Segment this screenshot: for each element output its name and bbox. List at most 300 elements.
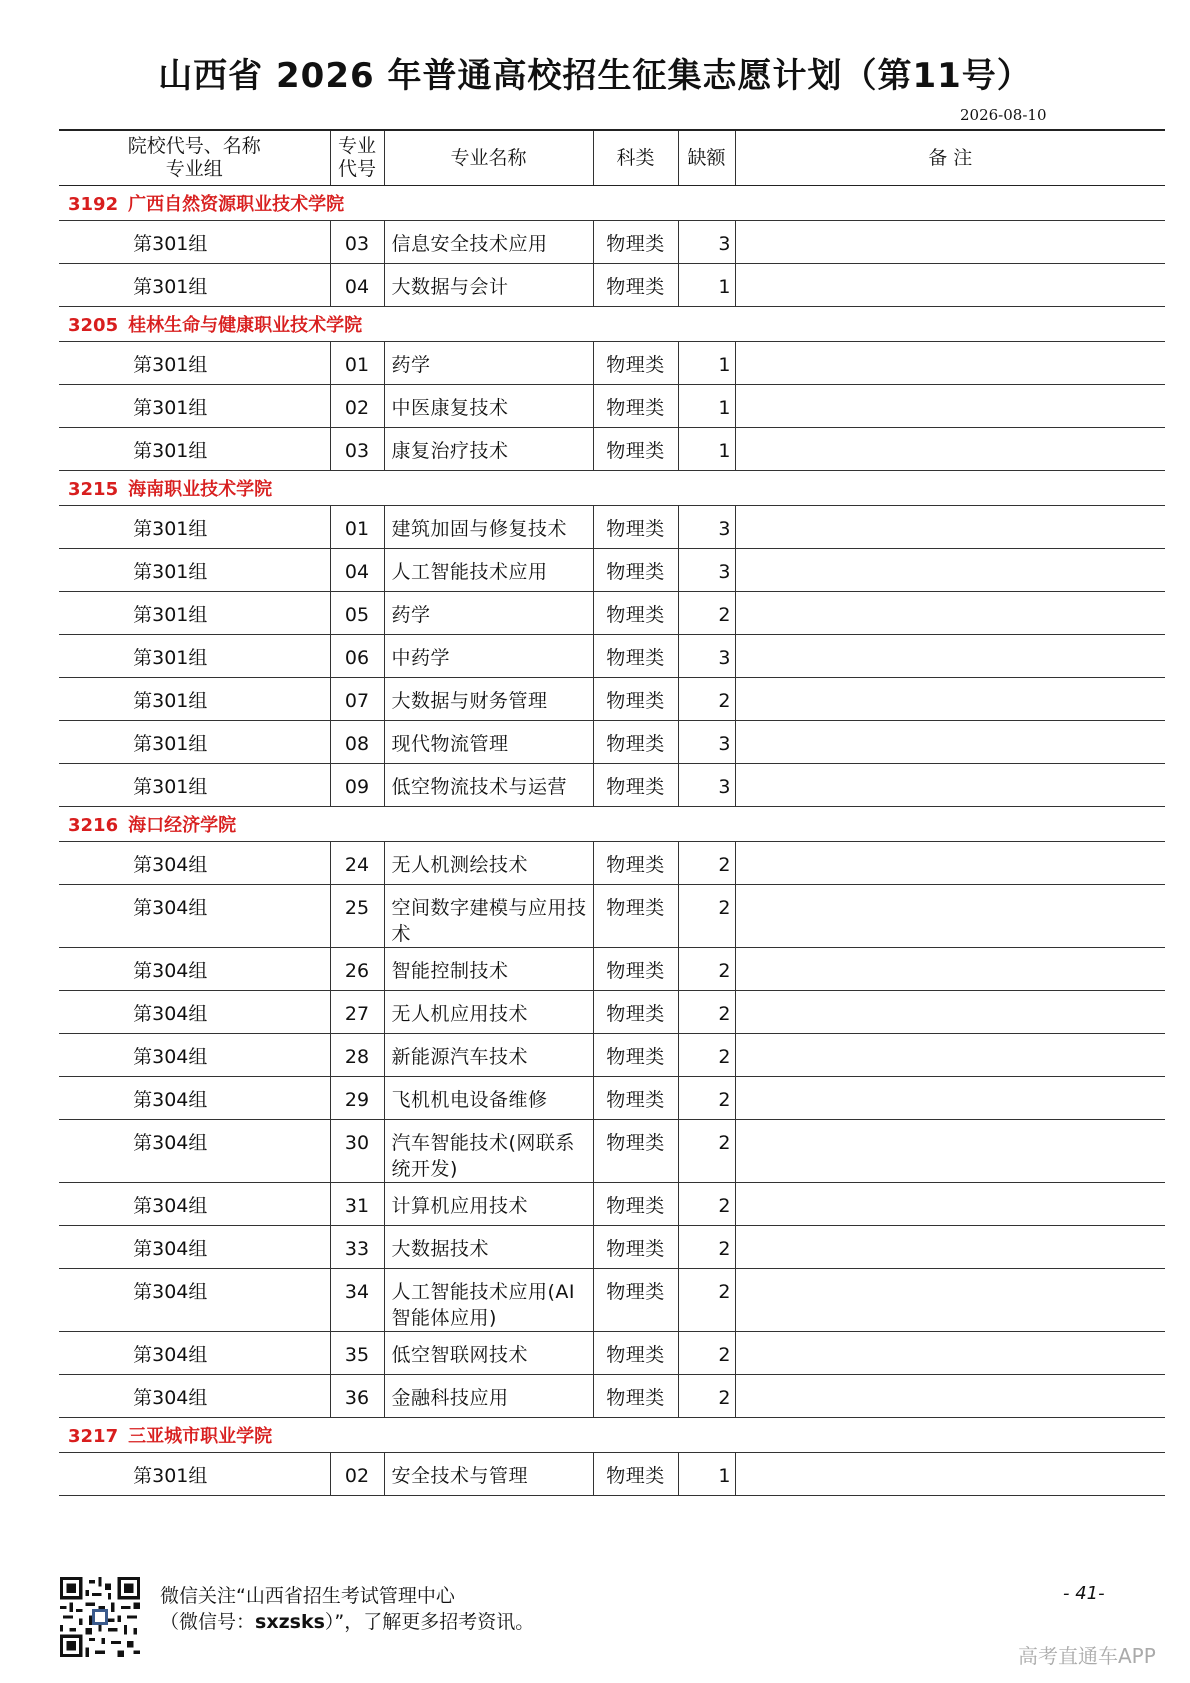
vacancy-cell-text: 2	[718, 854, 731, 876]
vacancy-cell	[678, 1269, 735, 1332]
remarks-cell	[735, 678, 1165, 721]
major-name-cell-text: 康复治疗技术	[391, 440, 509, 462]
vacancy-cell-text: 2	[718, 604, 731, 626]
remarks-cell	[735, 635, 1165, 678]
group-cell	[59, 635, 330, 678]
group-cell	[59, 549, 330, 592]
vacancy-cell-text: 2	[718, 1281, 731, 1303]
major-code-cell-text: 25	[344, 897, 370, 919]
institution-header	[59, 186, 1165, 221]
major-name-cell	[384, 842, 593, 885]
major-code-cell	[330, 1269, 384, 1332]
subject-type-cell-text: 物理类	[606, 604, 665, 626]
vacancy-cell	[678, 549, 735, 592]
remarks-cell-text	[736, 1375, 1166, 1385]
institution-name: 海口经济学院	[128, 815, 237, 836]
major-name-cell	[384, 1375, 593, 1418]
major-name-cell-text: 智能控制技术	[391, 960, 509, 982]
major-code-cell	[330, 764, 384, 807]
major-name-cell-text: 中药学	[391, 647, 451, 669]
group-cell	[59, 1034, 330, 1077]
major-code-cell	[330, 991, 384, 1034]
major-code-cell	[330, 1226, 384, 1269]
major-name-cell-text: 人工智能技术应用(AI智能体应用)	[391, 1281, 576, 1329]
table-row	[59, 549, 1165, 592]
major-code-cell	[330, 264, 384, 307]
vacancy-cell-text: 3	[718, 233, 731, 255]
group-cell-text: 第304组	[133, 1387, 208, 1409]
vacancy-cell	[678, 1226, 735, 1269]
major-code-cell	[330, 1183, 384, 1226]
major-name-cell	[384, 342, 593, 385]
group-cell-text: 第304组	[133, 1281, 208, 1303]
header-institution-group	[59, 130, 330, 186]
header-institution-label: 院校代号、名称	[127, 135, 261, 157]
major-name-cell-text: 低空物流技术与运营	[391, 776, 568, 798]
major-code-cell-text: 28	[344, 1046, 370, 1068]
group-cell	[59, 842, 330, 885]
vacancy-cell	[678, 764, 735, 807]
major-name-cell-text: 飞机机电设备维修	[391, 1089, 548, 1111]
table-row	[59, 385, 1165, 428]
major-name-cell	[384, 991, 593, 1034]
subject-type-cell	[593, 506, 678, 549]
footer-line1: 微信关注“山西省招生考试管理中心	[160, 1585, 455, 1607]
footer-wechat-notice	[160, 1583, 534, 1635]
major-name-cell-text: 新能源汽车技术	[391, 1046, 529, 1068]
vacancy-cell-text: 2	[718, 897, 731, 919]
group-cell	[59, 1120, 330, 1183]
major-code-cell	[330, 1375, 384, 1418]
institution-name: 广西自然资源职业技术学院	[128, 194, 345, 215]
table-row	[59, 1120, 1165, 1183]
page-number: - 41-	[1063, 1583, 1105, 1604]
vacancy-cell	[678, 342, 735, 385]
group-cell	[59, 1332, 330, 1375]
header-group-label: 专业组	[165, 158, 223, 180]
table-row	[59, 678, 1165, 721]
remarks-cell-text	[736, 991, 1166, 1001]
remarks-cell-text	[736, 948, 1166, 958]
major-name-cell	[384, 948, 593, 991]
major-code-cell	[330, 592, 384, 635]
major-code-cell-text: 05	[344, 604, 370, 626]
remarks-cell	[735, 549, 1165, 592]
subject-type-cell	[593, 1269, 678, 1332]
vacancy-cell	[678, 885, 735, 948]
major-name-cell	[384, 221, 593, 264]
subject-type-cell	[593, 549, 678, 592]
group-cell	[59, 764, 330, 807]
document-date: 2026-08-10	[960, 106, 1047, 124]
subject-type-cell	[593, 1120, 678, 1183]
major-name-cell-text: 大数据与财务管理	[391, 690, 548, 712]
remarks-cell-text	[736, 1453, 1166, 1463]
institution-code: 3217	[68, 1426, 119, 1447]
subject-type-cell-text: 物理类	[606, 1089, 665, 1111]
group-cell-text: 第304组	[133, 1089, 208, 1111]
subject-type-cell	[593, 991, 678, 1034]
vacancy-cell-text: 1	[718, 354, 731, 376]
major-code-cell-text: 24	[344, 854, 370, 876]
subject-type-cell	[593, 635, 678, 678]
group-cell-text: 第304组	[133, 1003, 208, 1025]
vacancy-cell	[678, 1034, 735, 1077]
table-row	[59, 264, 1165, 307]
group-cell	[59, 506, 330, 549]
major-code-cell	[330, 1034, 384, 1077]
header-subject-type: 科类	[593, 130, 678, 186]
table-row	[59, 991, 1165, 1034]
subject-type-cell	[593, 1034, 678, 1077]
vacancy-cell-text: 1	[718, 276, 731, 298]
subject-type-cell-text: 物理类	[606, 854, 665, 876]
vacancy-cell	[678, 385, 735, 428]
qr-code-icon	[60, 1577, 140, 1657]
group-cell	[59, 428, 330, 471]
major-code-cell-text: 36	[344, 1387, 370, 1409]
subject-type-cell	[593, 221, 678, 264]
major-code-cell-text: 29	[344, 1089, 370, 1111]
group-cell-text: 第301组	[133, 397, 208, 419]
table-row	[59, 635, 1165, 678]
subject-type-cell	[593, 385, 678, 428]
institution-header	[59, 807, 1165, 842]
remarks-cell-text	[736, 1077, 1166, 1087]
group-cell-text: 第301组	[133, 561, 208, 583]
vacancy-cell	[678, 1077, 735, 1120]
table-row	[59, 764, 1165, 807]
remarks-cell	[735, 506, 1165, 549]
plan-table	[59, 129, 1165, 1496]
table-row	[59, 1226, 1165, 1269]
group-cell	[59, 1375, 330, 1418]
remarks-cell-text	[736, 549, 1166, 559]
major-name-cell-text: 中医康复技术	[391, 397, 509, 419]
document-title: 山西省 2026 年普通高校招生征集志愿计划（第11号）	[158, 56, 1032, 96]
remarks-cell	[735, 721, 1165, 764]
group-cell	[59, 1077, 330, 1120]
remarks-cell-text	[736, 385, 1166, 395]
subject-type-cell-text: 物理类	[606, 776, 665, 798]
subject-type-cell	[593, 1332, 678, 1375]
remarks-cell-text	[736, 721, 1166, 731]
subject-type-cell-text: 物理类	[606, 1003, 665, 1025]
group-cell-text: 第301组	[133, 276, 208, 298]
remarks-cell	[735, 221, 1165, 264]
group-cell	[59, 991, 330, 1034]
subject-type-cell	[593, 428, 678, 471]
group-cell-text: 第304组	[133, 897, 208, 919]
major-name-cell-text: 安全技术与管理	[391, 1465, 529, 1487]
subject-type-cell-text: 物理类	[606, 647, 665, 669]
major-name-cell-text: 信息安全技术应用	[391, 233, 548, 255]
major-name-cell-text: 大数据与会计	[391, 276, 509, 298]
subject-type-cell-text: 物理类	[606, 561, 665, 583]
vacancy-cell	[678, 592, 735, 635]
subject-type-cell	[593, 1226, 678, 1269]
major-code-cell-text: 04	[344, 561, 370, 583]
institution-row	[59, 186, 1165, 221]
major-name-cell	[384, 264, 593, 307]
subject-type-cell-text: 物理类	[606, 518, 665, 540]
major-code-cell	[330, 948, 384, 991]
vacancy-cell	[678, 721, 735, 764]
remarks-cell-text	[736, 506, 1166, 516]
remarks-cell	[735, 948, 1165, 991]
subject-type-cell-text: 物理类	[606, 690, 665, 712]
vacancy-cell-text: 2	[718, 1344, 731, 1366]
group-cell	[59, 264, 330, 307]
group-cell-text: 第304组	[133, 1238, 208, 1260]
subject-type-cell-text: 物理类	[606, 1132, 665, 1154]
subject-type-cell-text: 物理类	[606, 897, 665, 919]
table-row	[59, 885, 1165, 948]
header-major-name: 专业名称	[384, 130, 593, 186]
major-code-cell-text: 35	[344, 1344, 370, 1366]
vacancy-cell	[678, 1183, 735, 1226]
group-cell-text: 第304组	[133, 1344, 208, 1366]
vacancy-cell	[678, 506, 735, 549]
table-row	[59, 1269, 1165, 1332]
vacancy-cell-text: 1	[718, 1465, 731, 1487]
major-code-cell-text: 04	[344, 276, 370, 298]
major-name-cell-text: 药学	[391, 604, 431, 626]
remarks-cell-text	[736, 1120, 1166, 1130]
major-name-cell	[384, 549, 593, 592]
major-name-cell-text: 大数据技术	[391, 1238, 490, 1260]
major-name-cell	[384, 592, 593, 635]
table-row	[59, 342, 1165, 385]
subject-type-cell	[593, 721, 678, 764]
major-code-cell-text: 01	[344, 518, 370, 540]
table-row	[59, 948, 1165, 991]
subject-type-cell	[593, 1183, 678, 1226]
major-code-cell-text: 07	[344, 690, 370, 712]
vacancy-cell	[678, 264, 735, 307]
table-row	[59, 1332, 1165, 1375]
subject-type-cell	[593, 842, 678, 885]
footer-line2-prefix: （微信号：	[160, 1611, 256, 1633]
vacancy-cell	[678, 842, 735, 885]
header-major-code-line1: 专业	[337, 135, 376, 157]
major-name-cell-text: 现代物流管理	[391, 733, 509, 755]
remarks-cell-text	[736, 678, 1166, 688]
major-code-cell-text: 31	[344, 1195, 370, 1217]
major-code-cell	[330, 549, 384, 592]
subject-type-cell	[593, 264, 678, 307]
institution-name: 三亚城市职业学院	[128, 1426, 273, 1447]
major-name-cell	[384, 1034, 593, 1077]
subject-type-cell	[593, 1077, 678, 1120]
remarks-cell-text	[736, 842, 1166, 852]
vacancy-cell-text: 2	[718, 690, 731, 712]
institution-code: 3215	[68, 479, 119, 500]
group-cell	[59, 342, 330, 385]
major-code-cell	[330, 428, 384, 471]
remarks-cell-text	[736, 428, 1166, 438]
vacancy-cell	[678, 1332, 735, 1375]
subject-type-cell-text: 物理类	[606, 354, 665, 376]
major-name-cell	[384, 721, 593, 764]
group-cell-text: 第301组	[133, 776, 208, 798]
group-cell-text: 第301组	[133, 690, 208, 712]
subject-type-cell	[593, 678, 678, 721]
subject-type-cell	[593, 592, 678, 635]
group-cell	[59, 678, 330, 721]
group-cell	[59, 1226, 330, 1269]
major-name-cell	[384, 1332, 593, 1375]
major-code-cell-text: 06	[344, 647, 370, 669]
remarks-cell-text	[736, 221, 1166, 231]
subject-type-cell-text: 物理类	[606, 1238, 665, 1260]
major-code-cell-text: 09	[344, 776, 370, 798]
subject-type-cell-text: 物理类	[606, 1195, 665, 1217]
remarks-cell	[735, 764, 1165, 807]
major-name-cell-text: 无人机测绘技术	[391, 854, 529, 876]
major-name-cell	[384, 764, 593, 807]
major-code-cell-text: 03	[344, 440, 370, 462]
vacancy-cell-text: 2	[718, 1089, 731, 1111]
group-cell	[59, 385, 330, 428]
group-cell	[59, 221, 330, 264]
header-major-code	[330, 130, 384, 186]
remarks-cell	[735, 342, 1165, 385]
subject-type-cell-text: 物理类	[606, 397, 665, 419]
group-cell	[59, 885, 330, 948]
table-header	[59, 130, 1165, 186]
table-row	[59, 1077, 1165, 1120]
table-row	[59, 1453, 1165, 1496]
major-code-cell	[330, 1332, 384, 1375]
header-vacancy: 缺额	[678, 130, 735, 186]
institution-name: 桂林生命与健康职业技术学院	[128, 315, 363, 336]
remarks-cell-text	[736, 1269, 1166, 1279]
vacancy-cell	[678, 1375, 735, 1418]
subject-type-cell-text: 物理类	[606, 1344, 665, 1366]
group-cell-text: 第304组	[133, 960, 208, 982]
subject-type-cell-text: 物理类	[606, 1465, 665, 1487]
institution-name: 海南职业技术学院	[128, 479, 273, 500]
institution-row	[59, 807, 1165, 842]
table-row	[59, 842, 1165, 885]
subject-type-cell-text: 物理类	[606, 733, 665, 755]
major-name-cell	[384, 428, 593, 471]
wechat-id: sxzsks	[255, 1611, 325, 1633]
header-remarks: 备 注	[735, 130, 1165, 186]
vacancy-cell	[678, 991, 735, 1034]
subject-type-cell-text: 物理类	[606, 1387, 665, 1409]
major-code-cell-text: 02	[344, 397, 370, 419]
group-cell	[59, 1183, 330, 1226]
major-name-cell	[384, 1226, 593, 1269]
group-cell	[59, 948, 330, 991]
vacancy-cell-text: 3	[718, 561, 731, 583]
group-cell-text: 第304组	[133, 1195, 208, 1217]
table-row	[59, 1375, 1165, 1418]
vacancy-cell-text: 1	[718, 397, 731, 419]
major-code-cell	[330, 721, 384, 764]
major-code-cell	[330, 342, 384, 385]
table-row	[59, 221, 1165, 264]
group-cell-text: 第304组	[133, 1046, 208, 1068]
group-cell-text: 第304组	[133, 1132, 208, 1154]
remarks-cell-text	[736, 342, 1166, 352]
remarks-cell	[735, 428, 1165, 471]
subject-type-cell	[593, 885, 678, 948]
remarks-cell	[735, 1120, 1165, 1183]
major-code-cell	[330, 842, 384, 885]
table-row	[59, 506, 1165, 549]
subject-type-cell	[593, 1453, 678, 1496]
major-name-cell-text: 无人机应用技术	[391, 1003, 529, 1025]
vacancy-cell	[678, 1453, 735, 1496]
remarks-cell-text	[736, 592, 1166, 602]
remarks-cell	[735, 1226, 1165, 1269]
remarks-cell	[735, 1269, 1165, 1332]
remarks-cell	[735, 385, 1165, 428]
remarks-cell-text	[736, 1332, 1166, 1342]
major-name-cell	[384, 678, 593, 721]
remarks-cell-text	[736, 635, 1166, 645]
vacancy-cell	[678, 635, 735, 678]
vacancy-cell-text: 2	[718, 1195, 731, 1217]
institution-code: 3216	[68, 815, 119, 836]
footer-line2	[160, 1609, 534, 1635]
major-code-cell-text: 08	[344, 733, 370, 755]
remarks-cell	[735, 842, 1165, 885]
table-row	[59, 1034, 1165, 1077]
vacancy-cell	[678, 428, 735, 471]
vacancy-cell-text: 2	[718, 1046, 731, 1068]
major-code-cell	[330, 221, 384, 264]
major-name-cell	[384, 635, 593, 678]
table-row	[59, 1183, 1165, 1226]
major-code-cell	[330, 635, 384, 678]
vacancy-cell-text: 2	[718, 1003, 731, 1025]
institution-header	[59, 471, 1165, 506]
major-name-cell	[384, 1183, 593, 1226]
group-cell	[59, 1453, 330, 1496]
major-code-cell-text: 26	[344, 960, 370, 982]
remarks-cell	[735, 264, 1165, 307]
vacancy-cell	[678, 221, 735, 264]
major-name-cell	[384, 1120, 593, 1183]
group-cell-text: 第301组	[133, 604, 208, 626]
remarks-cell	[735, 1077, 1165, 1120]
footer-line2-suffix: ）”，了解更多招考资讯。	[324, 1611, 535, 1633]
remarks-cell-text	[736, 264, 1166, 274]
institution-code: 3205	[68, 315, 119, 336]
subject-type-cell-text: 物理类	[606, 440, 665, 462]
subject-type-cell-text: 物理类	[606, 1281, 665, 1303]
major-code-cell	[330, 385, 384, 428]
remarks-cell-text	[736, 1034, 1166, 1044]
remarks-cell	[735, 1332, 1165, 1375]
major-name-cell-text: 汽车智能技术(网联系统开发)	[391, 1132, 575, 1180]
institution-row	[59, 1418, 1165, 1453]
subject-type-cell-text: 物理类	[606, 233, 665, 255]
major-name-cell	[384, 1453, 593, 1496]
major-code-cell-text: 33	[344, 1238, 370, 1260]
remarks-cell	[735, 592, 1165, 635]
group-cell-text: 第301组	[133, 733, 208, 755]
major-code-cell-text: 27	[344, 1003, 370, 1025]
remarks-cell	[735, 1375, 1165, 1418]
major-name-cell	[384, 1269, 593, 1332]
major-name-cell	[384, 506, 593, 549]
major-code-cell	[330, 885, 384, 948]
